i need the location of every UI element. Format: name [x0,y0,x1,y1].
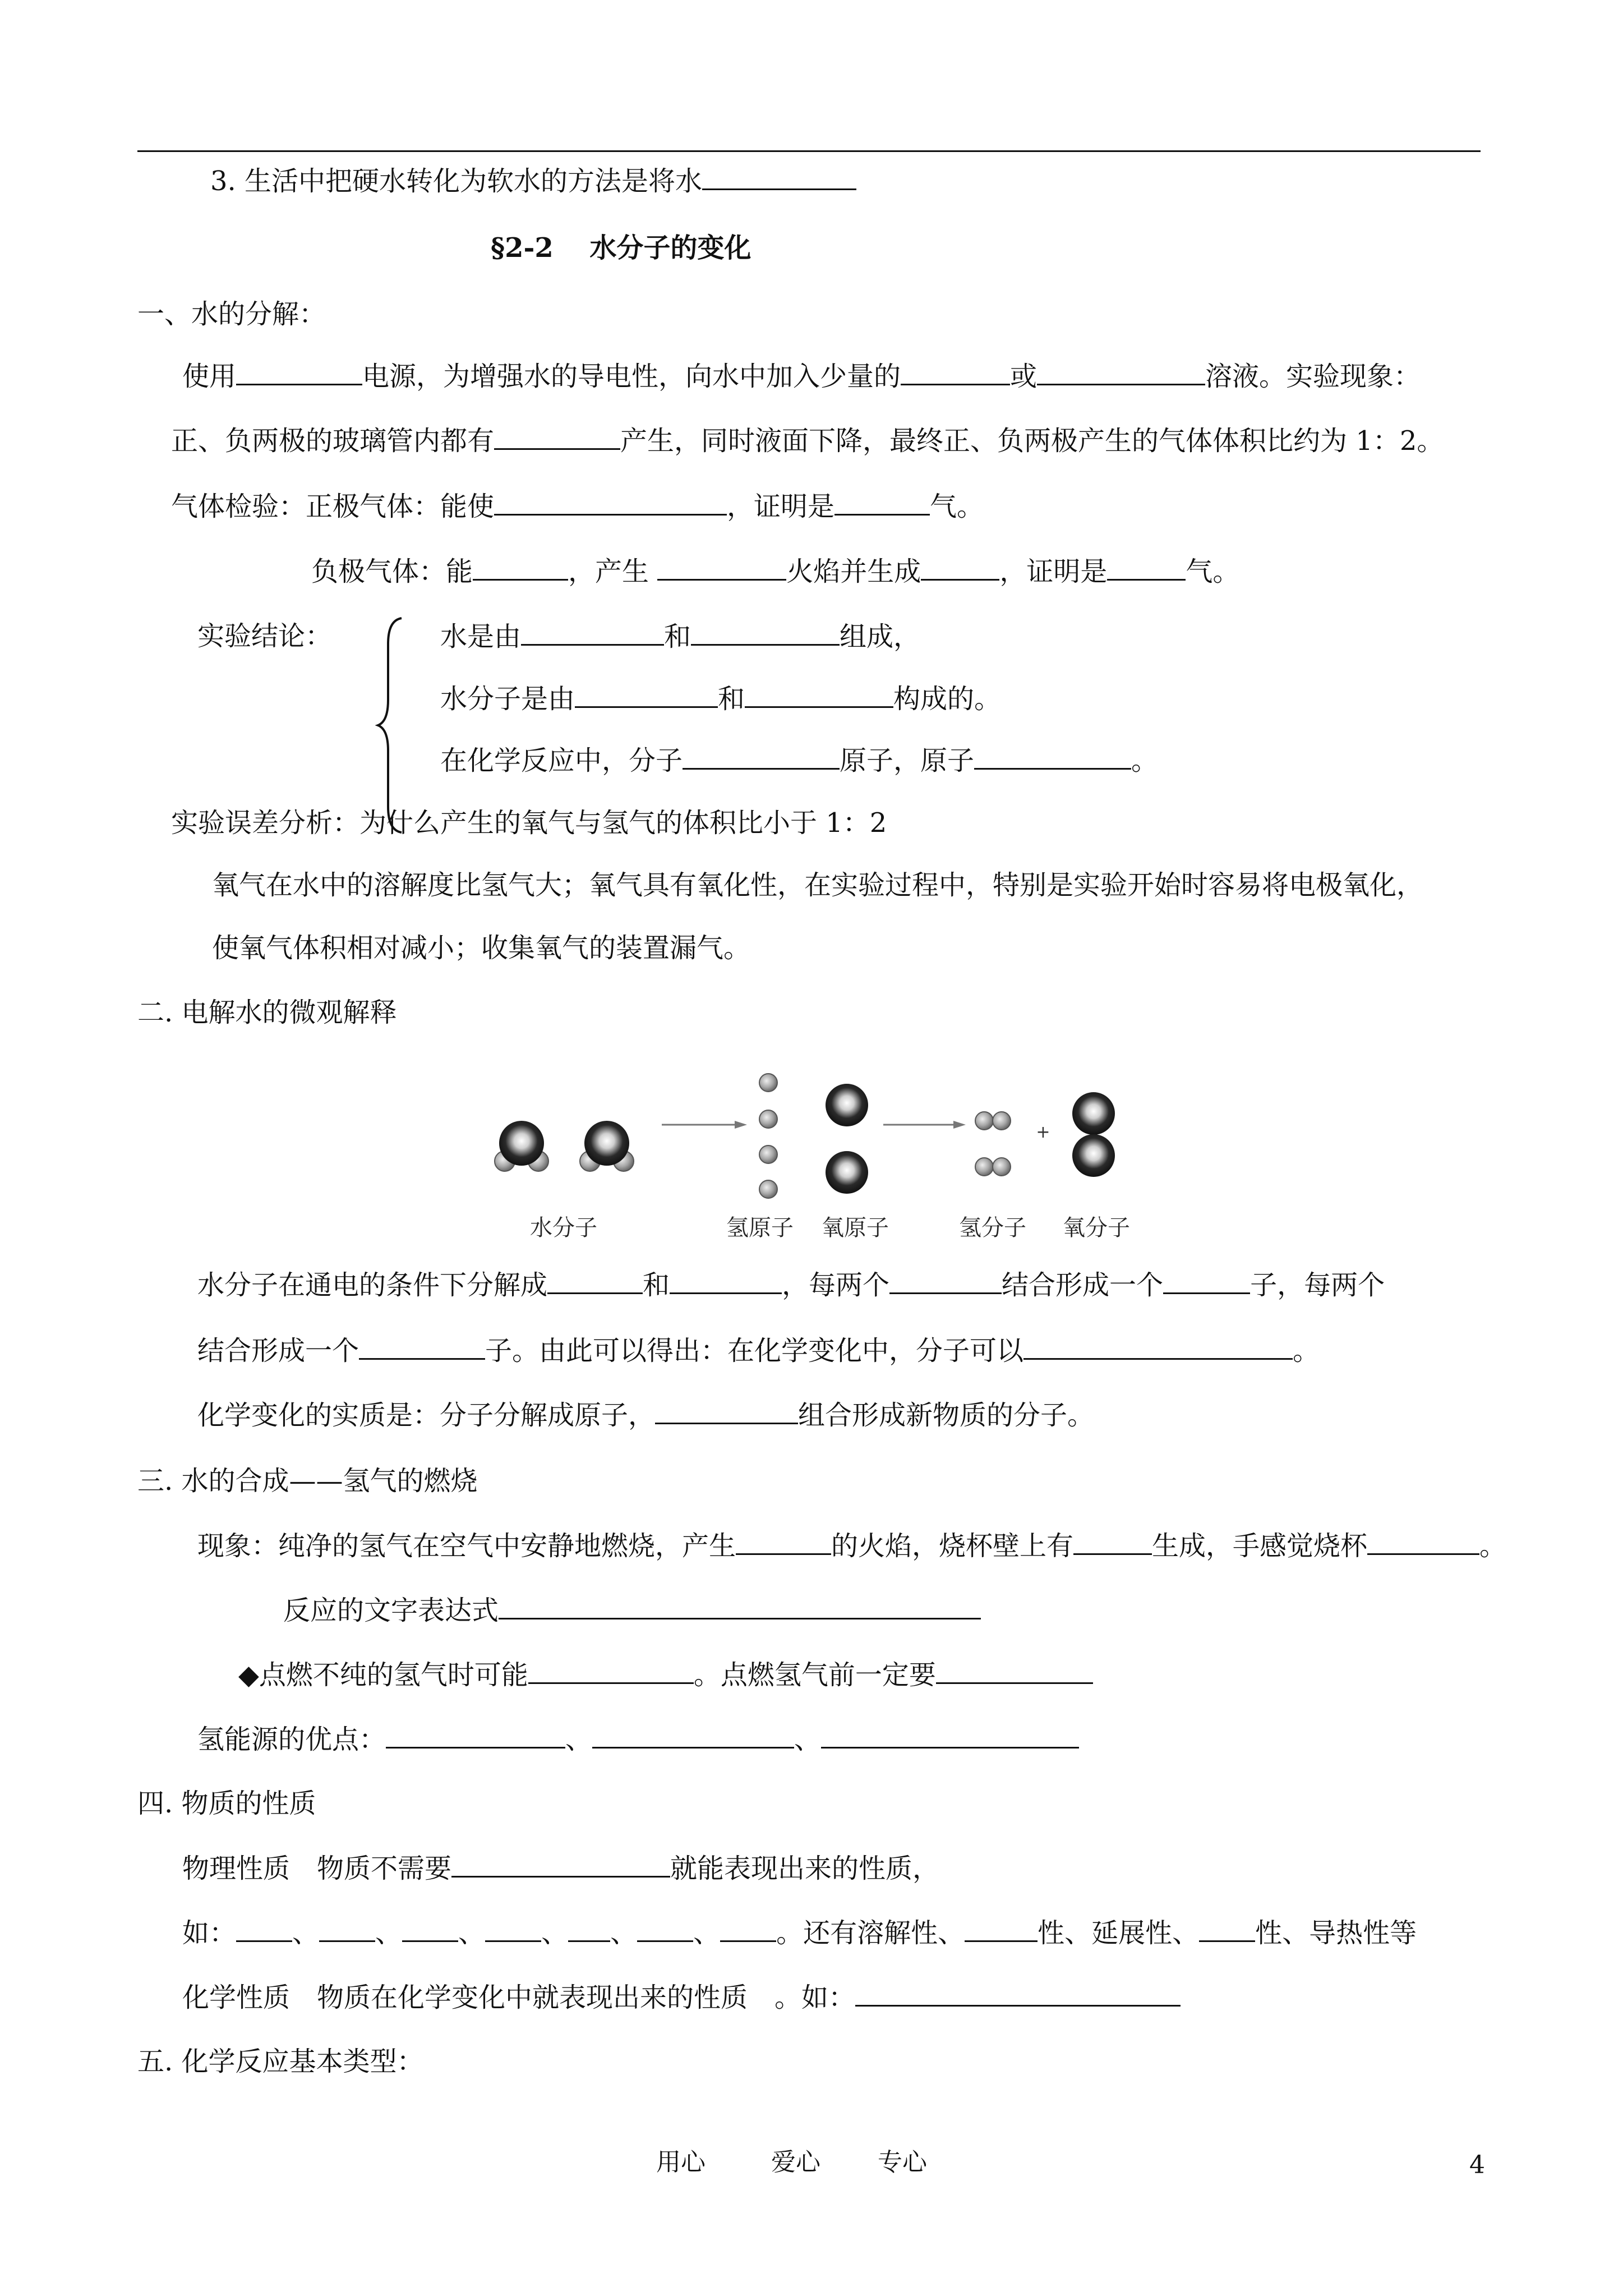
conclusion-brace [375,616,408,835]
s3-para-1: 现象：纯净的氢气在空气中安静地燃烧，产生 的火焰，烧杯壁上有 生成，手感觉烧杯 。 [197,1529,1506,1563]
label-hydrogen-atom: 氢原子 [726,1215,794,1241]
s5-heading: 五. 化学反应基本类型： [137,2046,424,2077]
hydrogen-molecules-icon [975,1112,1011,1176]
s3-heading: 三. 水的合成——氢气的燃烧 [137,1465,478,1497]
label-oxygen-molecule: 氧分子 [1063,1215,1130,1241]
conclusion-2: 水分子是由 和 构成的。 [440,682,1001,716]
conclusion-1: 水是由 和 组成， [440,619,920,654]
footer-motto-1: 用心 [656,2148,706,2177]
label-hydrogen-molecule: 氢分子 [959,1215,1026,1241]
s1-line2: 正、负两极的玻璃管内都有 产生，同时液面下降，最终正、负两极产生的气体体积比约为 1：2。 [171,424,1444,458]
conclusion-3: 在化学反应中，分子 原子，原子 。 [440,743,1158,777]
s1-line1: 使用 电源，为增强水的导电性，向水中加入少量的 或 溶液。实验现象： [182,359,1421,393]
s2-para-3: 化学变化的实质是：分子分解成原子， 组合形成新物质的分子。 [197,1398,1094,1432]
arrow-icon [883,1121,966,1129]
s4-para-1: 物理性质 物质不需要 就能表现出来的性质， [182,1851,939,1885]
plus-sign: + [1036,1122,1050,1142]
s2-heading: 二. 电解水的微观解释 [137,997,397,1028]
s1-line4: 负极气体：能 ，产生 火焰并生成 ，证明是 气。 [311,554,1239,588]
s3-para-3: ◆点燃不纯的氢气时可能 。点燃氢气前一定要 [238,1658,1093,1692]
water-molecule-icon [580,1121,634,1171]
s4-heading: 四. 物质的性质 [137,1788,316,1819]
electrolysis-figure [471,1055,1189,1245]
error-answer-2: 使氧气体积相对减小；收集氧气的装置漏气。 [212,932,751,964]
s4-para-2: 如： 、 、 、 、 、 、 。还有溶解性、 性、延展性、 性、导热性等 [182,1916,1417,1950]
section-title: §2-2 水分子的变化 [491,232,751,264]
s3-para-2: 反应的文字表达式 [283,1593,981,1627]
s4-para-3: 化学性质 物质在化学变化中就表现出来的性质 。如： [182,1980,1181,2014]
label-oxygen-atom: 氧原子 [822,1215,889,1241]
label-water-molecule: 水分子 [530,1215,597,1241]
error-question: 实验误差分析：为什么产生的氧气与氢气的体积比小于 1：2 [171,807,887,839]
s3-para-4: 氢能源的优点： 、 、 [197,1722,1079,1756]
footer-motto-2: 爱心 [771,2148,820,2177]
s2-para-1: 水分子在通电的条件下分解成 和 ，每两个 结合形成一个 子，每两个 [197,1268,1385,1302]
s1-heading: 一、水的分解： [137,298,326,330]
error-answer-1: 氧气在水中的溶解度比氢气大；氧气具有氧化性，在实验过程中，特别是实验开始时容易将电极氧化， [212,869,1424,901]
hydrogen-atoms-icon [759,1074,777,1198]
header-rule [137,150,1481,152]
header-item-3: 3. 生活中把硬水转化为软水的方法是将水 [210,164,856,198]
water-molecule-icon [495,1121,548,1171]
s1-line3: 气体检验：正极气体：能使 ，证明是 气。 [171,489,984,523]
oxygen-molecule-icon [1072,1092,1115,1177]
s2-para-2: 结合形成一个 子。由此可以得出：在化学变化中，分子可以 。 [197,1333,1320,1368]
page-number: 4 [1469,2151,1485,2179]
footer-motto-3: 专心 [878,2148,927,2177]
arrow-icon [662,1121,747,1129]
conclusion-label: 实验结论： [197,620,333,652]
oxygen-atoms-icon [826,1084,868,1194]
